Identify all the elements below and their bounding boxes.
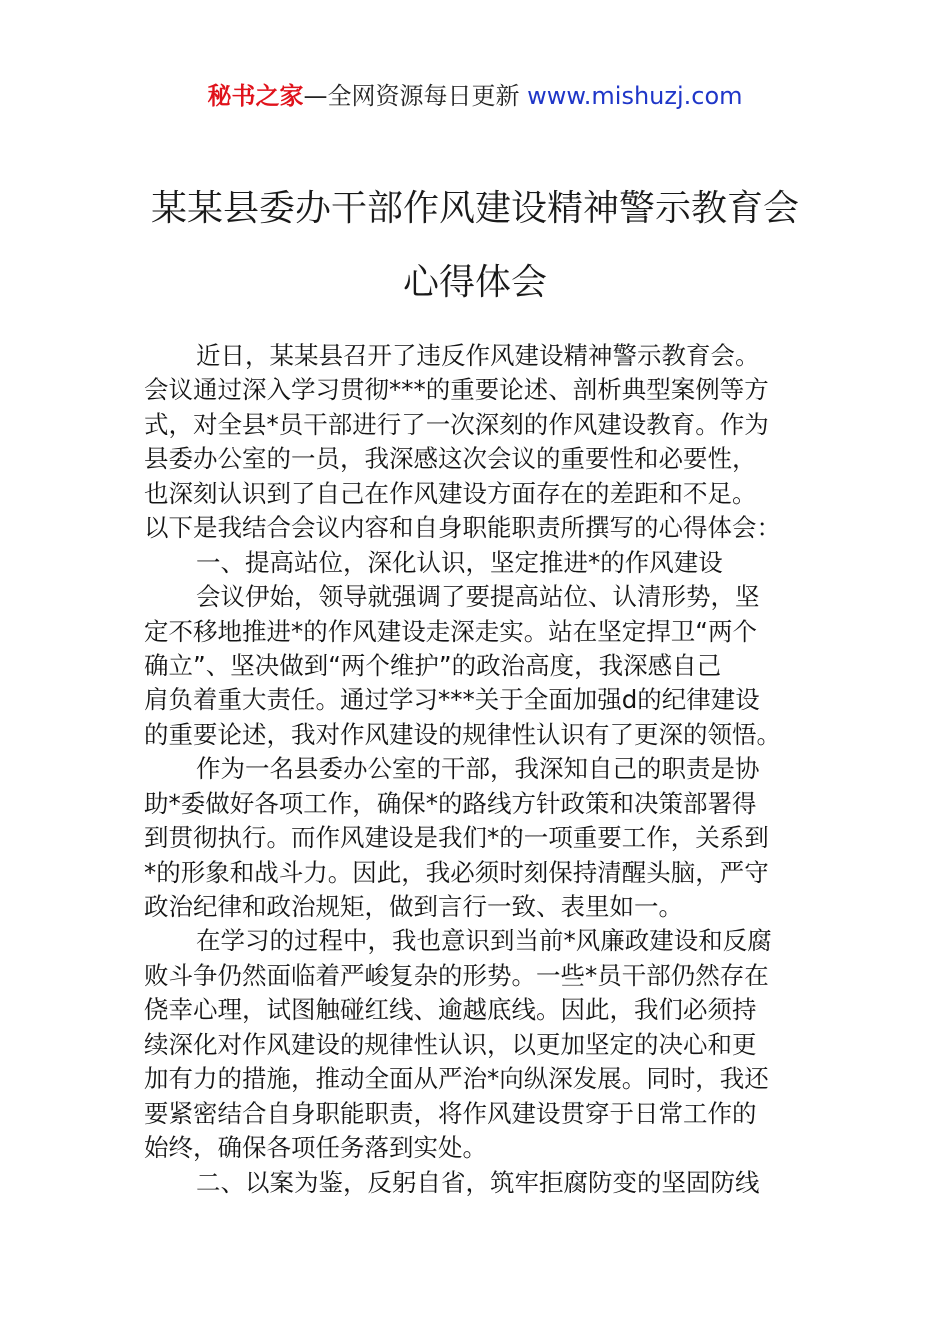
section-heading-1: 一、提高站位，深化认识，坚定推进*的作风建设 [196, 547, 723, 577]
body-line: 始终，确保各项任务落到实处。 [144, 1133, 487, 1163]
body-line: *的形象和战斗力。因此，我必须时刻保持清醒头脑，严守 [144, 857, 769, 887]
body-line: 近日，某某县召开了违反作风建设精神警示教育会。 [196, 341, 760, 370]
body-line: 县委办公室的一员，我深感这次会议的重要性和必要性， [144, 444, 757, 474]
body-line: 在学习的过程中，我也意识到当前*风廉政建设和反腐 [196, 926, 772, 956]
body-line: 确立”、坚决做到“两个维护”的政治高度，我深感自己 [144, 650, 722, 680]
body-line: 到贯彻执行。而作风建设是我们*的一项重要工作，关系到 [144, 823, 769, 853]
body-line: 的重要论述，我对作风建设的规律性认识有了更深的领悟。 [144, 719, 781, 749]
body-line: 政治纪律和政治规矩，做到言行一致、表里如一。 [144, 892, 683, 921]
document-body [144, 339, 814, 1200]
body-line: 加有力的措施，推动全面从严治*向纵深发展。同时，我还 [144, 1064, 769, 1094]
body-line: 肩负着重大责任。通过学习***关于全面加强d的纪律建设 [144, 685, 760, 715]
body-line: 式，对全县*员干部进行了一次深刻的作风建设教育。作为 [144, 409, 769, 439]
site-tagline: —全网资源每日更新 [303, 82, 520, 110]
body-line: 要紧密结合自身职能职责，将作风建设贯穿于日常工作的 [144, 1098, 757, 1128]
body-line: 作为一名县委办公室的干部，我深知自己的职责是协 [196, 754, 760, 784]
body-line: 也深刻认识到了自己在作风建设方面存在的差距和不足。 [144, 478, 757, 508]
body-line: 会议伊始，领导就强调了要提高站位、认清形势，坚 [196, 582, 760, 612]
site-header [0, 80, 950, 112]
site-url-link[interactable]: www.mishuzj.com [527, 82, 743, 110]
body-line: 败斗争仍然面临着严峻复杂的形势。一些*员干部仍然存在 [144, 960, 769, 990]
body-line: 侥幸心理，试图触碰红线、逾越底线。因此，我们必须持 [144, 995, 757, 1025]
section-heading-2: 二、以案为鉴，反躬自省，筑牢拒腐防变的坚固防线 [196, 1167, 760, 1197]
title-line-2: 心得体会 [402, 262, 547, 303]
body-line: 续深化对作风建设的规律性认识，以更加坚定的决心和更 [144, 1029, 757, 1059]
body-line: 会议通过深入学习贯彻***的重要论述、剖析典型案例等方 [144, 375, 769, 405]
body-line: 定不移地推进*的作风建设走深走实。站在坚定捍卫“两个 [144, 616, 757, 646]
document-title [60, 172, 890, 320]
body-line: 助*委做好各项工作，确保*的路线方针政策和决策部署得 [144, 788, 757, 818]
body-line: 以下是我结合会议内容和自身职能职责所撰写的心得体会： [144, 513, 781, 543]
brand-name: 秘书之家 [207, 82, 304, 110]
title-line-1: 某某县委办干部作风建设精神警示教育会 [150, 188, 799, 229]
